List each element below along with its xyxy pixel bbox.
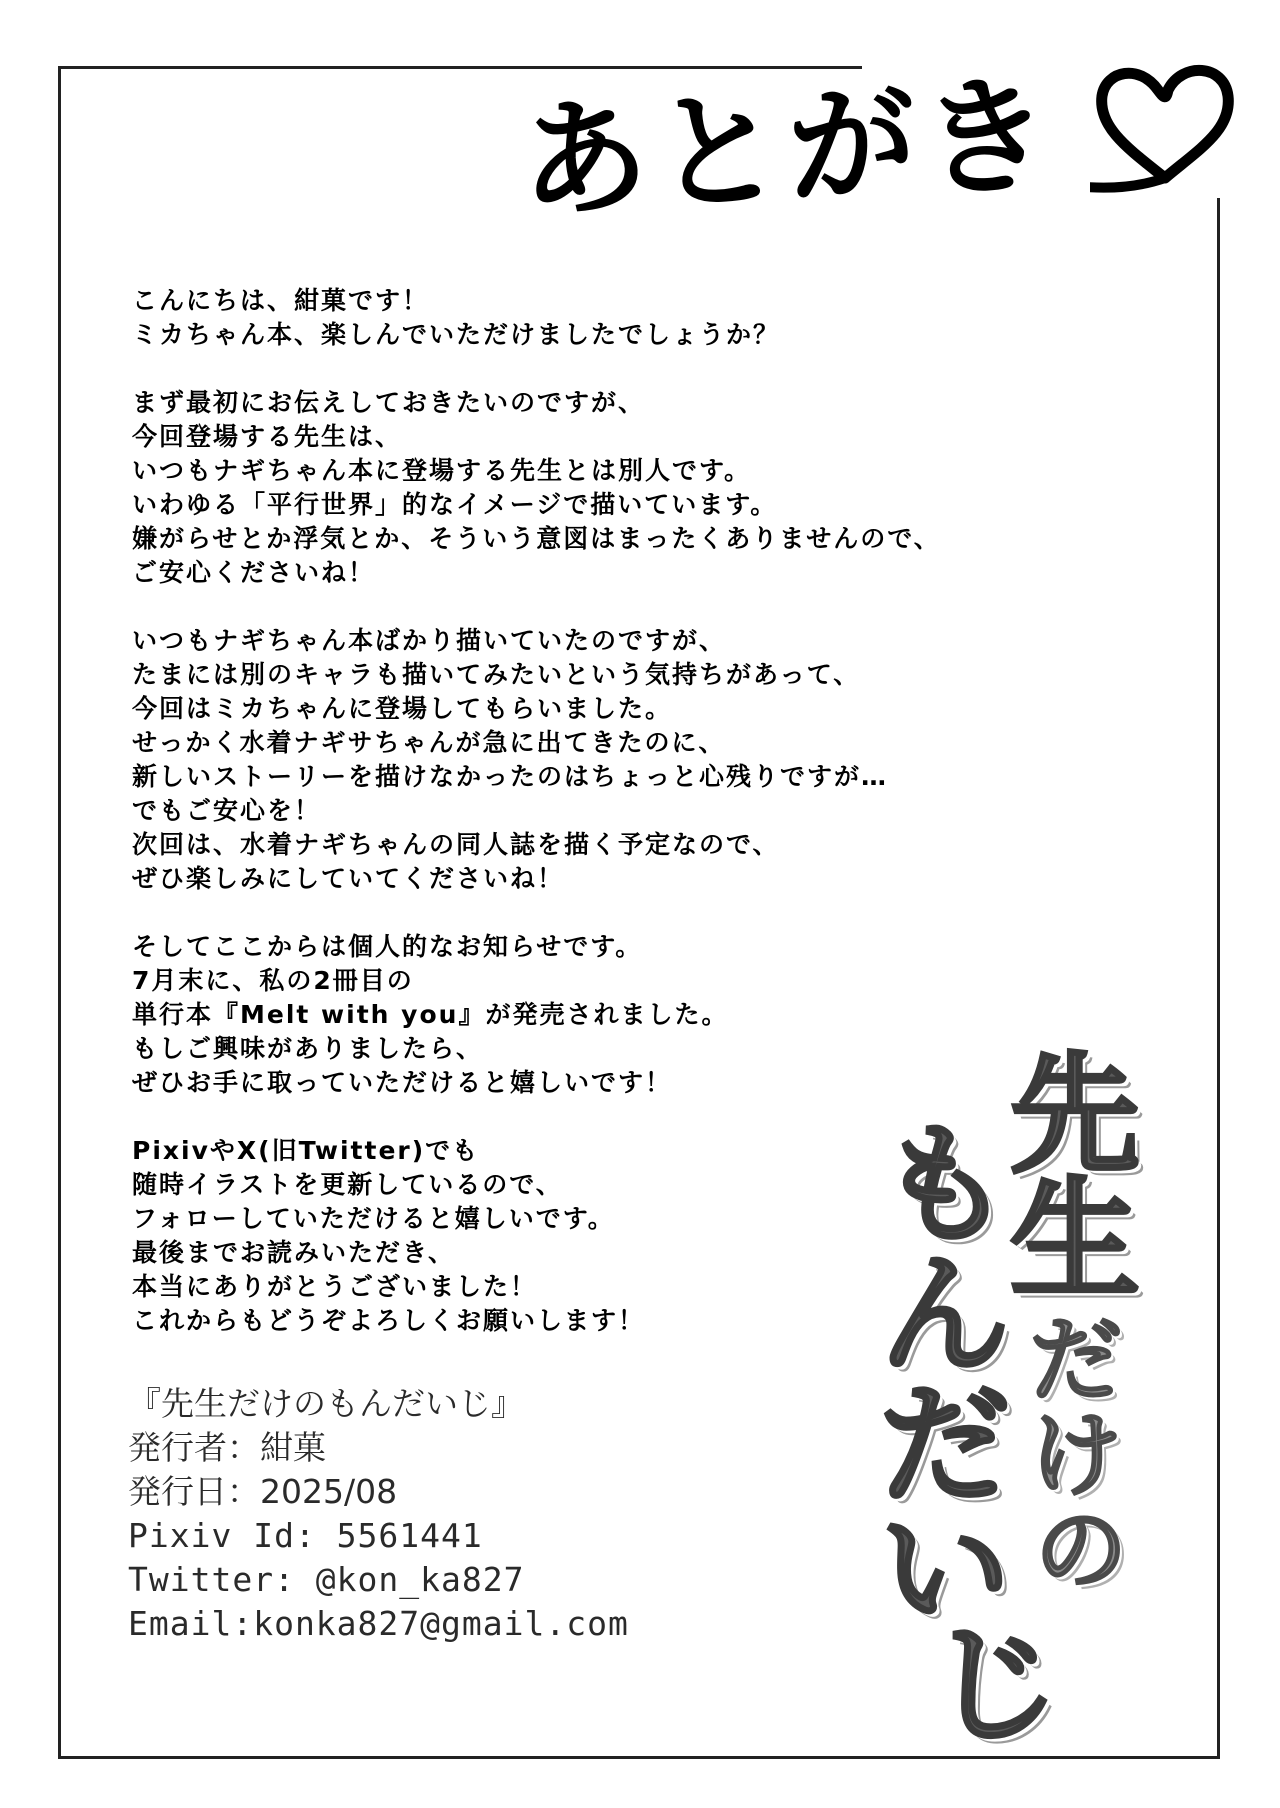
text-line: 新しいストーリーを描けなかったのはちょっと心残りですが… bbox=[132, 762, 889, 791]
text-line: 単行本『Melt with you』が発売されました。 bbox=[132, 1000, 729, 1029]
paragraph-closing bbox=[132, 1134, 982, 1338]
text-line: いつもナギちゃん本に登場する先生とは別人です。 bbox=[132, 456, 752, 485]
text-line: たまには別のキャラも描いてみたいという気持ちがあって、 bbox=[132, 660, 861, 689]
logo-char: ん bbox=[880, 1239, 1011, 1391]
text-line: ぜひ楽しみにしていてくださいね！ bbox=[132, 864, 565, 893]
text-line: ご安心くださいね！ bbox=[132, 558, 376, 587]
text-line: そしてここからは個人的なお知らせです。 bbox=[132, 932, 643, 961]
text-line: PixivやX(旧Twitter)でも bbox=[132, 1136, 480, 1165]
text-line: まず最初にお伝えしておきたいのですが、 bbox=[132, 388, 646, 417]
text-line: 7月末に、私の2冊目の bbox=[132, 966, 414, 995]
pixiv-id-line: Pixiv Id: 5561441 bbox=[128, 1516, 483, 1555]
text-line: ぜひお手に取っていただけると嬉しいです！ bbox=[132, 1068, 673, 1097]
text-line: せっかく水着ナギサちゃんが急に出てきたのに、 bbox=[132, 728, 726, 757]
logo-char: け bbox=[1030, 1402, 1123, 1509]
afterword-body bbox=[132, 284, 982, 1338]
paragraph-story bbox=[132, 624, 982, 896]
text-line: 今回登場する先生は、 bbox=[132, 422, 403, 451]
text-line: これからもどうぞよろしくお願いします！ bbox=[132, 1306, 646, 1335]
text-line: もしご興味がありましたら、 bbox=[132, 1034, 484, 1063]
frame-left-line bbox=[58, 66, 61, 1758]
text-line: 本当にありがとうございました！ bbox=[132, 1272, 538, 1301]
logo-char: い bbox=[880, 1494, 1011, 1646]
title-logo bbox=[870, 1039, 1230, 1770]
text-line: 今回はミカちゃんに登場してもらいました。 bbox=[132, 694, 673, 723]
logo-char: の bbox=[1035, 1497, 1128, 1604]
text-line: こんにちは、紺菓です！ bbox=[132, 286, 430, 315]
text-line: いわゆる「平行世界」的なイメージで描いています。 bbox=[132, 490, 778, 519]
publish-date-line: 発行日：2025/08 bbox=[128, 1472, 398, 1511]
logo-char: だ bbox=[880, 1369, 1011, 1521]
text-line: 嫌がらせとか浮気とか、そういう意図はまったくありませんので、 bbox=[132, 524, 941, 553]
text-line: 最後までお読みいただき、 bbox=[132, 1238, 456, 1267]
logo-char: 生 bbox=[1010, 1164, 1141, 1316]
logo-char: じ bbox=[930, 1609, 1061, 1761]
twitter-line: Twitter: @kon_ka827 bbox=[128, 1560, 525, 1599]
text-line: 随時イラストを更新しているので、 bbox=[132, 1170, 563, 1199]
text-line: でもご安心を！ bbox=[132, 796, 322, 825]
text-line: いつもナギちゃん本ばかり描いていたのですが、 bbox=[132, 626, 727, 655]
publisher-line: 発行者：紺菓 bbox=[128, 1428, 326, 1467]
paragraph-announcement bbox=[132, 930, 982, 1100]
logo-char: も bbox=[880, 1109, 1011, 1261]
book-title: 『先生だけのもんだいじ』 bbox=[128, 1384, 524, 1423]
logo-char: だ bbox=[1030, 1307, 1123, 1414]
paragraph-notice bbox=[132, 386, 982, 590]
text-line: 次回は、水着ナギちゃんの同人誌を描く予定なので、 bbox=[132, 830, 780, 859]
colophon bbox=[128, 1382, 629, 1646]
paragraph-greeting bbox=[132, 284, 982, 352]
email-line: Email:konka827@gmail.com bbox=[128, 1604, 629, 1643]
heart-icon bbox=[1090, 50, 1240, 200]
logo-char: 先 bbox=[1010, 1039, 1141, 1191]
text-line: フォローしていただけると嬉しいです。 bbox=[132, 1204, 615, 1233]
page-title: あとがき bbox=[516, 60, 1060, 238]
text-line: ミカちゃん本、楽しんでいただけましたでしょうか？ bbox=[132, 320, 781, 349]
